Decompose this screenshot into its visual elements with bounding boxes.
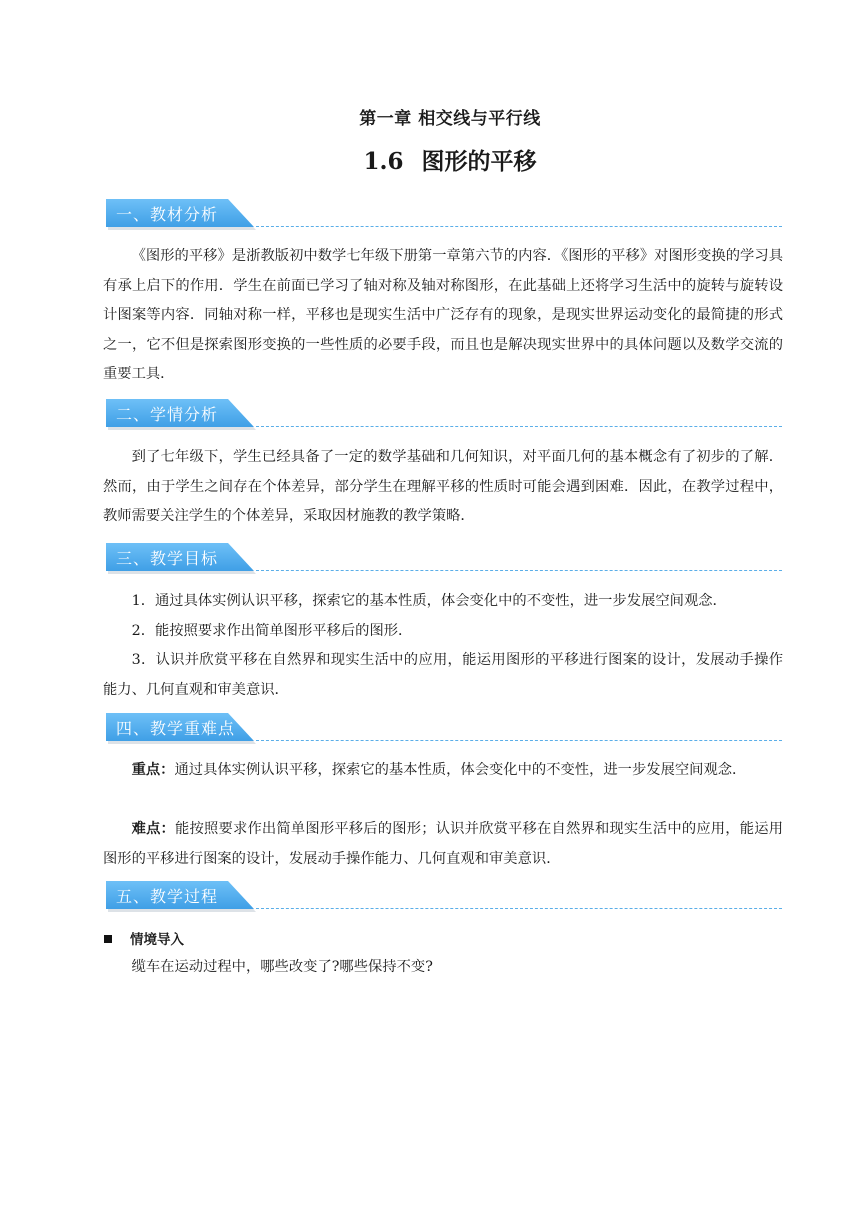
dashed-rule — [256, 226, 782, 227]
dashed-rule — [256, 570, 782, 571]
key-point-label: 重点： — [131, 762, 175, 778]
lesson-title — [0, 143, 860, 176]
section-header-2 — [106, 399, 782, 429]
dashed-rule — [256, 426, 782, 427]
square-bullet-icon — [104, 935, 112, 943]
goal-item: 2．能按照要求作出简单图形平移后的图形． — [131, 623, 413, 639]
section-1-paragraph: 《图形的平移》是浙教版初中数学七年级下册第一章第六节的内容．《图形的平移》对图形变换的学习具有承上启下的作用．学生在前面已学习了轴对称及轴对称图形，在此基础上还将学习生活中的旋转与旋转设计图案等内容．同轴对称一样，平移也是现实生活中广泛存有的现象，是现实世界运动变化的最简捷的形式之一，它不但是探索图形变换的一些性质的必要手段，而且也是解决现实世界中的具体问题以及数学交流的重要工具． — [103, 248, 783, 382]
section-title: 二、学情分析 — [116, 405, 219, 424]
difficulty-label: 难点： — [131, 821, 176, 837]
dashed-rule — [256, 740, 782, 741]
difficulty-text: 能按照要求作出简单图形平移后的图形；认识并欣赏平移在自然界和现实生活中的应用，能运用图形的平移进行图案的设计，发展动手操作能力、几何直观和审美意识． — [103, 821, 784, 867]
scenario-question: 缆车在运动过程中，哪些改变了?哪些保持不变? — [131, 959, 433, 975]
lesson-number: 1.6 — [363, 148, 404, 175]
section-header-5 — [106, 881, 782, 911]
goal-item: 3．认识并欣赏平移在自然界和现实生活中的应用，能运用图形的平移进行图案的设计，发展动手操作能力、几何直观和审美意识． — [103, 652, 783, 698]
subsection-heading — [104, 928, 184, 948]
chapter-title: 第一章 相交线与平行线 — [359, 109, 541, 129]
section-title: 五、教学过程 — [116, 887, 219, 906]
goal-item: 1．通过具体实例认识平移，探索它的基本性质，体会变化中的不变性，进一步发展空间观念． — [131, 593, 727, 609]
dashed-rule — [256, 908, 782, 909]
difficulty-paragraph — [103, 815, 783, 874]
section-2-paragraph: 到了七年级下，学生已经具备了一定的数学基础和几何知识，对平面几何的基本概念有了初步的了解．然而，由于学生之间存在个体差异，部分学生在理解平移的性质时可能会遇到困难．因此，在教学过程中，教师需要关注学生的个体差异，采取因材施教的教学策略． — [103, 449, 783, 524]
section-header-4 — [106, 713, 782, 743]
section-header-3 — [106, 543, 782, 573]
section-title: 一、教材分析 — [116, 205, 219, 224]
section-header-1 — [106, 199, 782, 229]
section-title: 四、教学重难点 — [116, 719, 236, 738]
subsection-title: 情境导入 — [130, 932, 184, 948]
key-point-paragraph — [103, 756, 783, 786]
lesson-name: 图形的平移 — [421, 148, 537, 175]
section-title: 三、教学目标 — [116, 549, 219, 568]
key-point-text: 通过具体实例认识平移，探索它的基本性质，体会变化中的不变性，进一步发展空间观念． — [174, 762, 747, 778]
